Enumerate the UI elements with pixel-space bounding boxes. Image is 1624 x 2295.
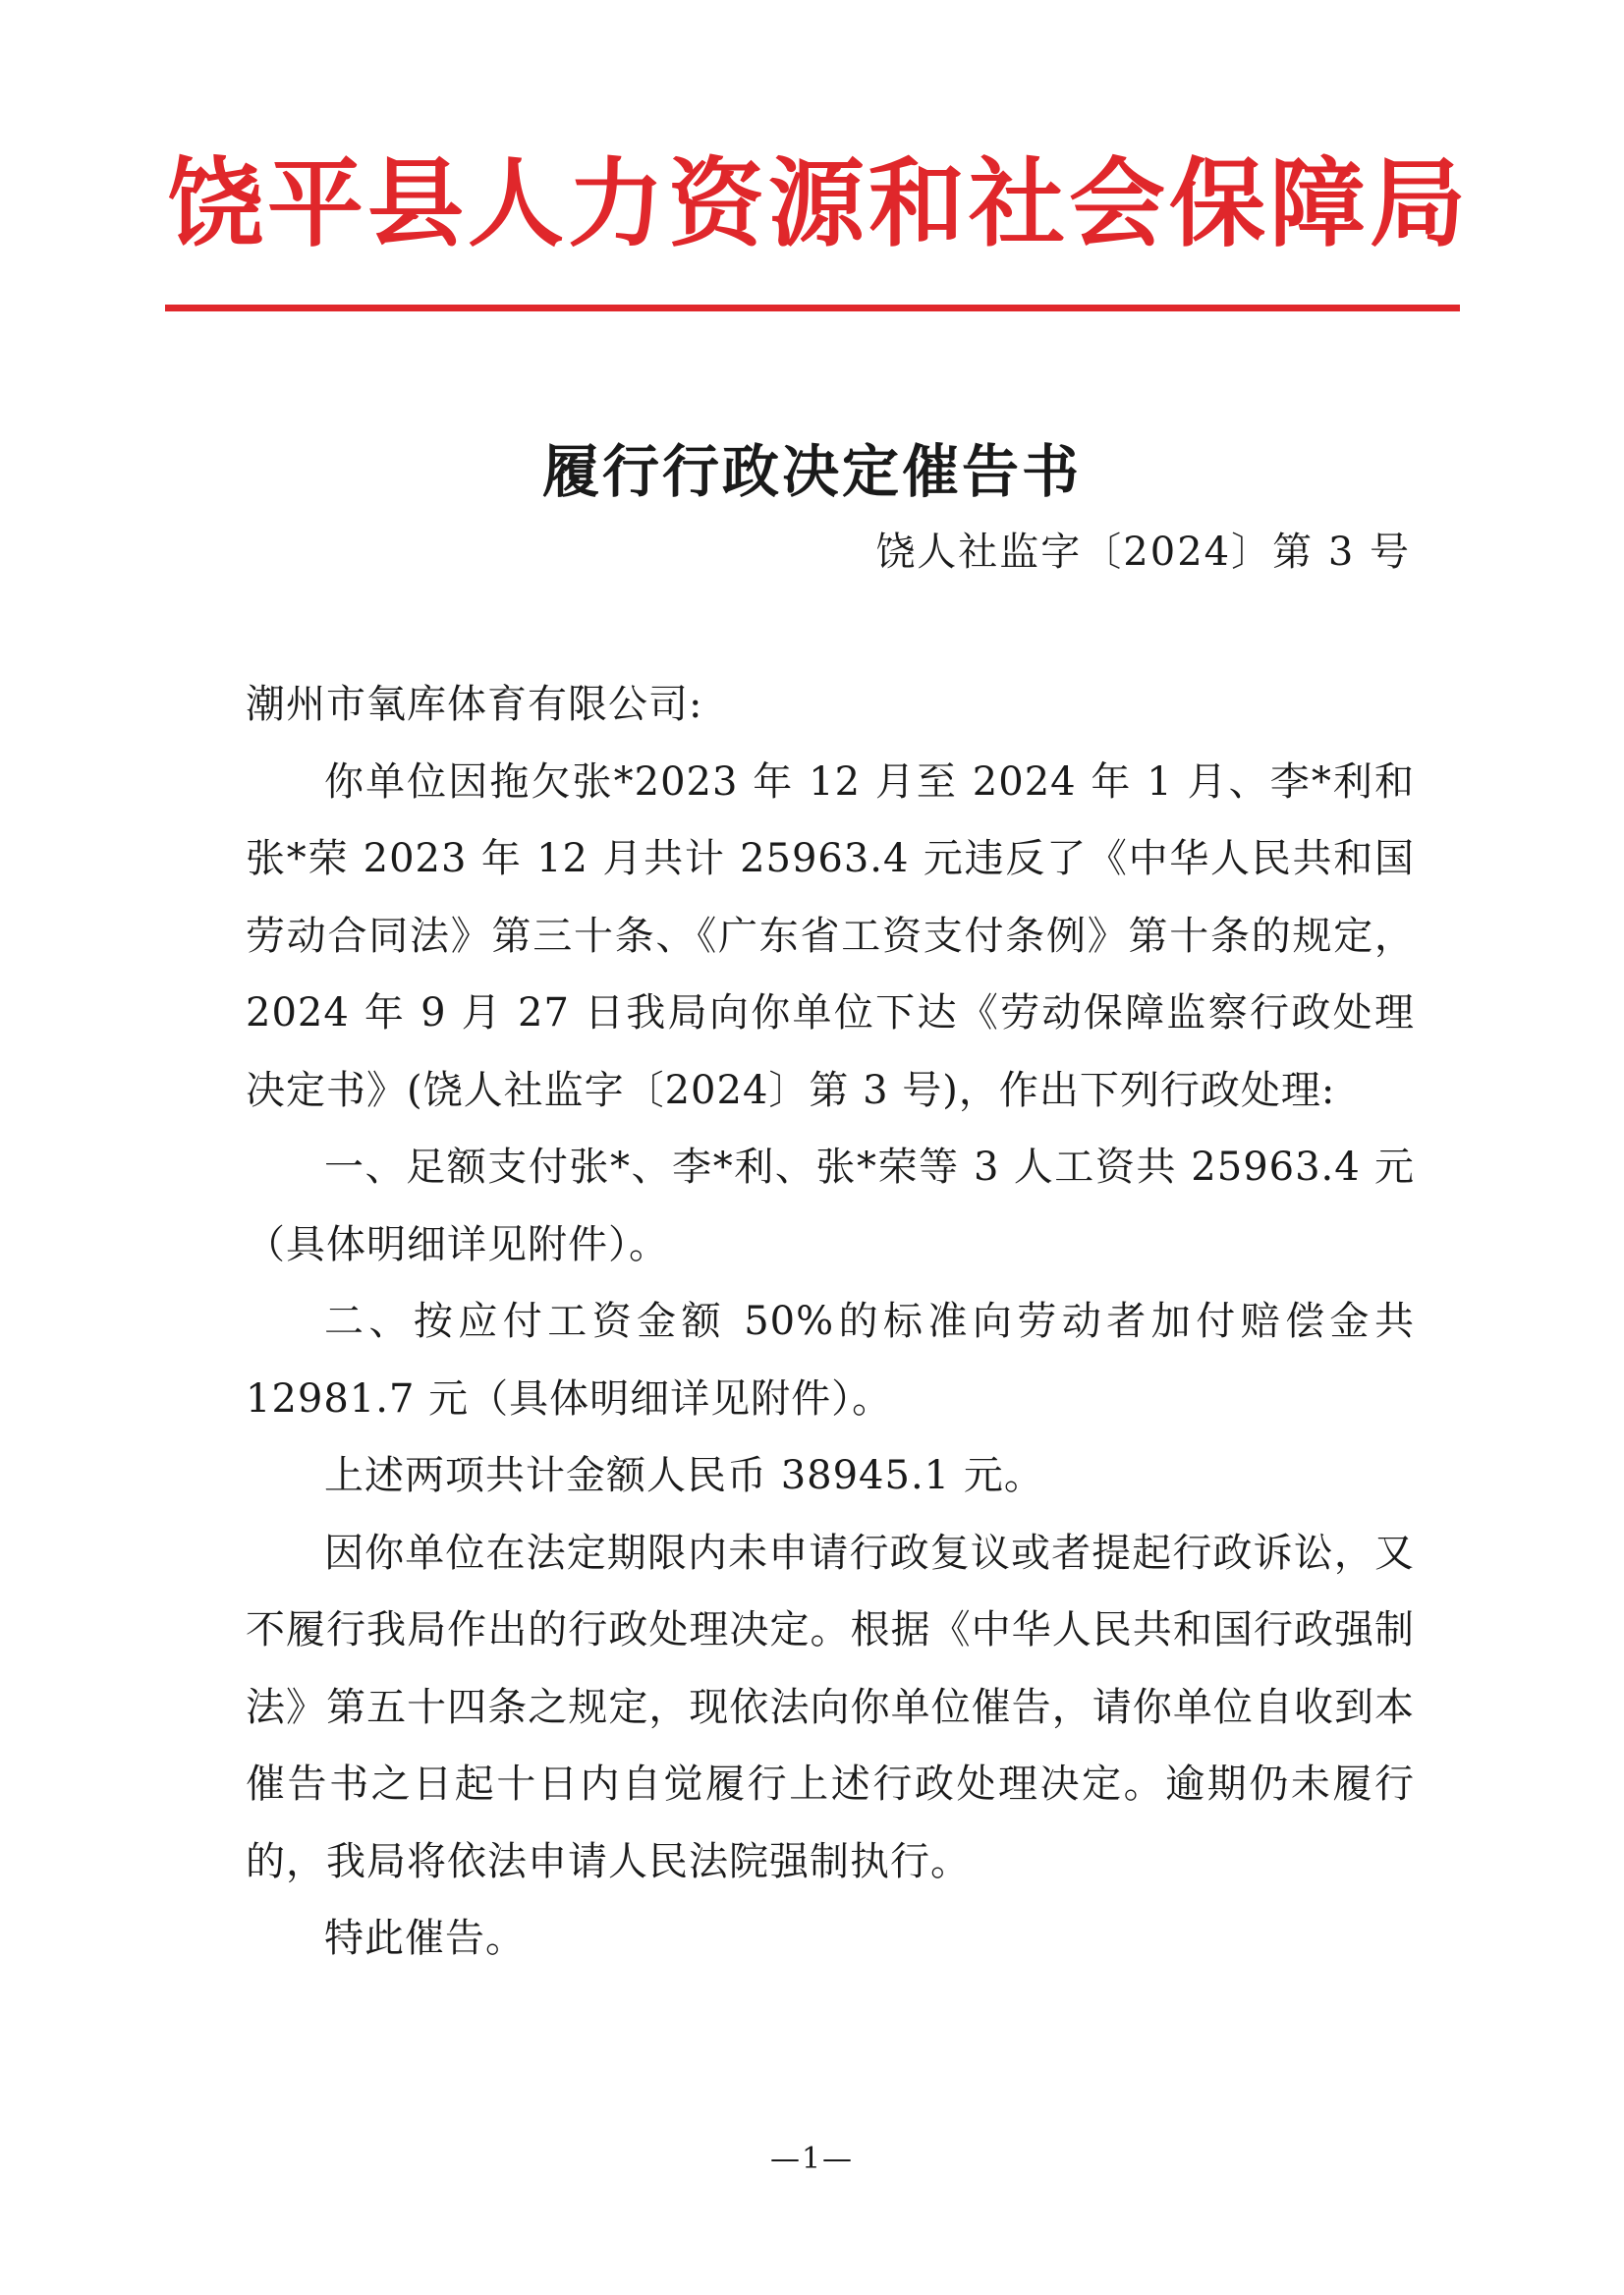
paragraph-item-one: 一、足额支付张*、李*利、张*荣等 3 人工资共 25963.4 元（具体明细详见附件）。 — [246, 1145, 1415, 1267]
document-title: 履行行政决定催告书 — [541, 438, 1082, 505]
letterhead-organization: 饶平县人力资源和社会保障局 — [167, 148, 1471, 260]
paragraph-total: 上述两项共计金额人民币 38945.1 元。 — [324, 1453, 1044, 1498]
paragraph-notice: 因你单位在法定期限内未申请行政复议或者提起行政诉讼，又不履行我局作出的行政处理决定。根据《中华人民共和国行政强制法》第五十四条之规定，现依法向你单位催告，请你单位自收到本催告书之日起十日内自觉履行上述行政处理决定。逾期仍未履行的，我局将依法申请人民法院强制执行。 — [246, 1530, 1415, 1884]
paragraph-closing: 特此催告。 — [324, 1916, 526, 1961]
paragraph-facts: 你单位因拖欠张*2023 年 12 月至 2024 年 1 月、李*利和张*荣 2023 年 12 月共计 25963.4 元违反了《中华人民共和国劳动合同法》第三十条、《广东省工资支付条例》第十条的规定，2024 年 9 月 27 日我局向你单位下达《劳动保障监察行政处理决定书》(饶人社监字〔2024〕第 3 号)，作出下列行政处理: — [246, 758, 1415, 1113]
recipient: 潮州市氧库体育有限公司: — [246, 682, 703, 727]
paragraph-item-two: 二、按应付工资金额 50%的标准向劳动者加付赔偿金共 12981.7 元（具体明细详见附件）。 — [246, 1299, 1415, 1422]
document-body — [246, 666, 1415, 1978]
page-number: —1— — [769, 2142, 855, 2176]
document-number: 饶人社监字〔2024〕第 3 号 — [875, 530, 1411, 575]
letterhead-divider — [165, 305, 1460, 311]
